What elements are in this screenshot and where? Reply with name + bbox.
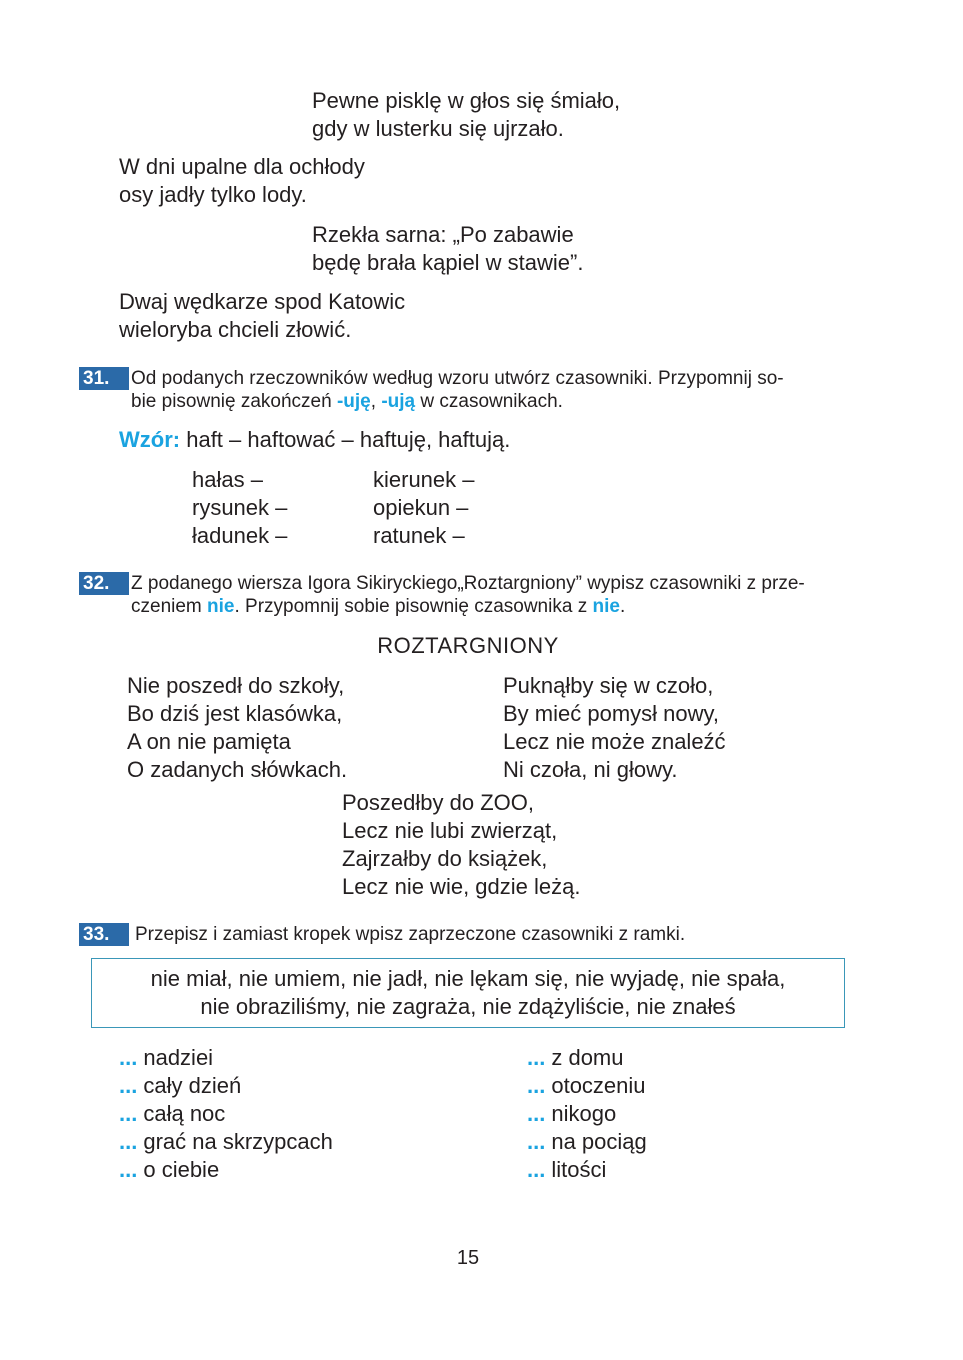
poem-center-stanza (342, 789, 580, 901)
exercise-31-column-1 (192, 466, 287, 550)
exercise-33-left-list (119, 1044, 333, 1184)
ellipsis: ... (119, 1157, 138, 1182)
poem-line: Ni czoła, ni głowy. (503, 757, 678, 782)
verse-stanza-4 (119, 288, 405, 344)
verse-stanza-1 (312, 87, 620, 143)
verse-line: Dwaj wędkarze spod Katowic (119, 289, 406, 314)
verse-line: będę brała kąpiel w stawie”. (312, 250, 584, 275)
noun-item: hałas – (192, 467, 263, 492)
poem-line: Lecz nie może znaleźć (503, 729, 726, 754)
poem-left-stanza (127, 672, 347, 784)
exercise-31-number: 31. (79, 367, 129, 390)
verse-line: Rzekła sarna: „Po zabawie (312, 222, 574, 247)
list-item: ... otoczeniu (527, 1073, 646, 1098)
pattern-label: Wzór: (119, 427, 181, 452)
highlight-suffix: -uję (336, 391, 371, 412)
highlight-nie: nie (592, 596, 620, 617)
poem-line: Poszedłby do ZOO, (342, 790, 534, 815)
instruction-line: Z podanego wiersza Igora Sikiryckiego„Roztargniony” wypisz czasowniki z prze- (131, 573, 805, 594)
list-item: ... grać na skrzypcach (119, 1129, 333, 1154)
noun-item: rysunek – (192, 495, 288, 520)
list-item: ... nadziei (119, 1045, 214, 1070)
poem-line: Nie poszedł do szkoły, (127, 673, 345, 698)
highlight-nie: nie (207, 596, 235, 617)
instruction-line: Od podanych rzeczowników według wzoru utwórz czasowniki. Przypomnij so- (131, 368, 784, 389)
verb-box-line: nie miał, nie umiem, nie jadł, nie lękam się, nie wyjadę, nie spała, (150, 966, 786, 991)
poem-line: Puknąłby się w czoło, (503, 673, 714, 698)
list-item: ... litości (527, 1157, 607, 1182)
list-item: ... całą noc (119, 1101, 226, 1126)
ellipsis: ... (527, 1073, 546, 1098)
poem-line: Zajrzałby do książek, (342, 846, 548, 871)
ellipsis: ... (119, 1073, 138, 1098)
verse-line: wieloryba chcieli złowić. (119, 317, 352, 342)
ellipsis: ... (119, 1129, 138, 1154)
instruction-line: czeniem nie. Przypomnij sobie pisownię czasownika z nie. (131, 596, 626, 617)
exercise-31-pattern (119, 426, 510, 454)
exercise-33-number: 33. (79, 923, 129, 946)
verse-line: Pewne pisklę w głos się śmiało, (312, 88, 621, 113)
verse-stanza-3 (312, 221, 583, 277)
exercise-33-right-list (527, 1044, 647, 1184)
verb-box-line: nie obraziliśmy, nie zagraża, nie zdążyliście, nie znałeś (200, 994, 736, 1019)
exercise-31-instruction (131, 367, 861, 413)
poem-line: A on nie pamięta (127, 729, 291, 754)
pattern-text: haft – haftować – haftuję, haftują. (186, 427, 511, 452)
ellipsis: ... (527, 1045, 546, 1070)
list-item: ... nikogo (527, 1101, 617, 1126)
poem-line: Lecz nie lubi zwierząt, (342, 818, 558, 843)
ellipsis: ... (119, 1101, 138, 1126)
poem-title: ROZTARGNIONY (377, 633, 559, 658)
list-item: ... na pociąg (527, 1129, 647, 1154)
noun-item: ładunek – (192, 523, 288, 548)
list-item: ... o ciebie (119, 1157, 220, 1182)
verse-stanza-2 (119, 153, 365, 209)
poem-line: Bo dziś jest klasówka, (127, 701, 343, 726)
poem-line: O zadanych słówkach. (127, 757, 348, 782)
poem-line: By mieć pomysł nowy, (503, 701, 719, 726)
list-item: ... z domu (527, 1045, 624, 1070)
poem-line: Lecz nie wie, gdzie leżą. (342, 874, 581, 899)
ellipsis: ... (527, 1129, 546, 1154)
noun-item: opiekun – (373, 495, 469, 520)
page-number: 15 (456, 1247, 480, 1269)
verb-box (91, 958, 845, 1028)
poem-right-stanza (503, 672, 726, 784)
highlight-suffix: -ują (381, 391, 416, 412)
verse-line: W dni upalne dla ochłody (119, 154, 365, 179)
verse-line: gdy w lusterku się ujrzało. (312, 116, 564, 141)
exercise-31-column-2 (373, 466, 475, 550)
list-item: ... cały dzień (119, 1073, 242, 1098)
exercise-33-instruction: Przepisz i zamiast kropek wpisz zaprzeczone czasowniki z ramki. (135, 924, 686, 945)
ellipsis: ... (527, 1101, 546, 1126)
noun-item: kierunek – (373, 467, 475, 492)
instruction-line: bie pisownię zakończeń -uję, -ują w czasownikach. (131, 391, 563, 412)
noun-item: ratunek – (373, 523, 465, 548)
verse-line: osy jadły tylko lody. (119, 182, 307, 207)
exercise-32-instruction (131, 572, 861, 618)
ellipsis: ... (119, 1045, 138, 1070)
ellipsis: ... (527, 1157, 546, 1182)
exercise-32-number: 32. (79, 572, 129, 595)
